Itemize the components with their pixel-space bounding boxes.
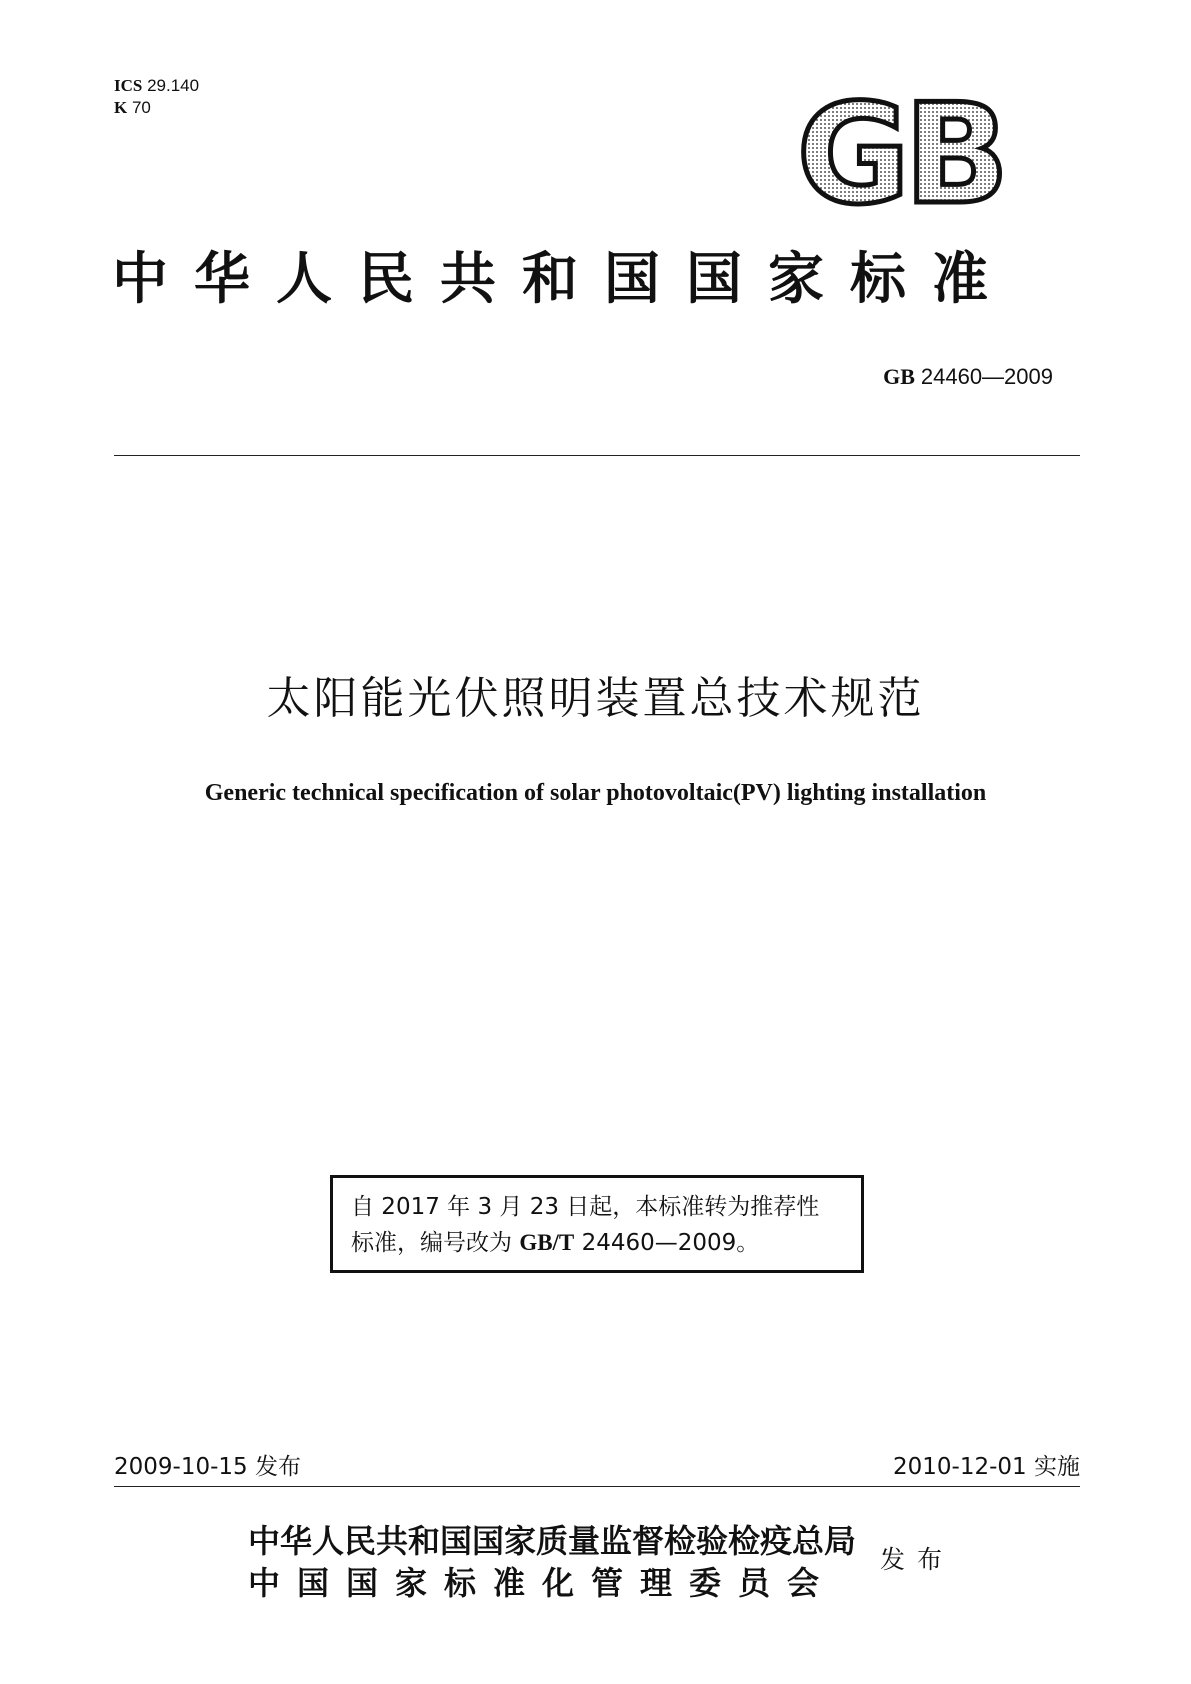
notice-line-1: 自 2017 年 3 月 23 日起，本标准转为推荐性 — [351, 1194, 820, 1220]
classification-codes — [114, 75, 199, 119]
title-en: Generic technical specification of solar photovoltaic(PV) lighting installation — [204, 780, 987, 806]
issue-date: 2009-10-15 发布 — [114, 1454, 301, 1480]
ccs-value: 70 — [131, 98, 151, 117]
title-zh: 太阳能光伏照明装置总技术规范 — [266, 673, 925, 724]
notice-line-2 — [351, 1225, 843, 1261]
issuing-authorities — [248, 1520, 856, 1604]
top-divider — [114, 455, 1080, 456]
implementation-date: 2010-12-01 实施 — [893, 1454, 1080, 1480]
ics-code — [114, 75, 199, 97]
standard-code: 24460—2009 — [920, 364, 1053, 389]
standard-number — [883, 364, 1053, 390]
notice-code-prefix: GB/T — [519, 1230, 575, 1255]
notice-line-2-pre: 标准，编号改为 — [351, 1230, 520, 1256]
gb-logo — [783, 90, 1017, 212]
ics-label: ICS — [114, 76, 143, 95]
ccs-label: K — [114, 98, 128, 117]
main-title: 中华人民共和国国家标准 — [112, 247, 1014, 312]
issuer-aqsiq: 中华人民共和国国家质量监督检验检疫总局 — [248, 1522, 857, 1560]
gb-logo-text: GB — [796, 90, 1004, 212]
notice-line-2-post: 24460—2009。 — [574, 1230, 760, 1256]
ics-value: 29.140 — [147, 76, 200, 95]
notice-box — [330, 1175, 864, 1273]
issuer-sac: 中国国家标准化管理委员会 — [248, 1564, 837, 1602]
ccs-code — [114, 97, 199, 119]
publish-label: 发布 — [880, 1545, 955, 1574]
bottom-divider — [114, 1486, 1080, 1487]
standard-prefix: GB — [883, 364, 915, 389]
